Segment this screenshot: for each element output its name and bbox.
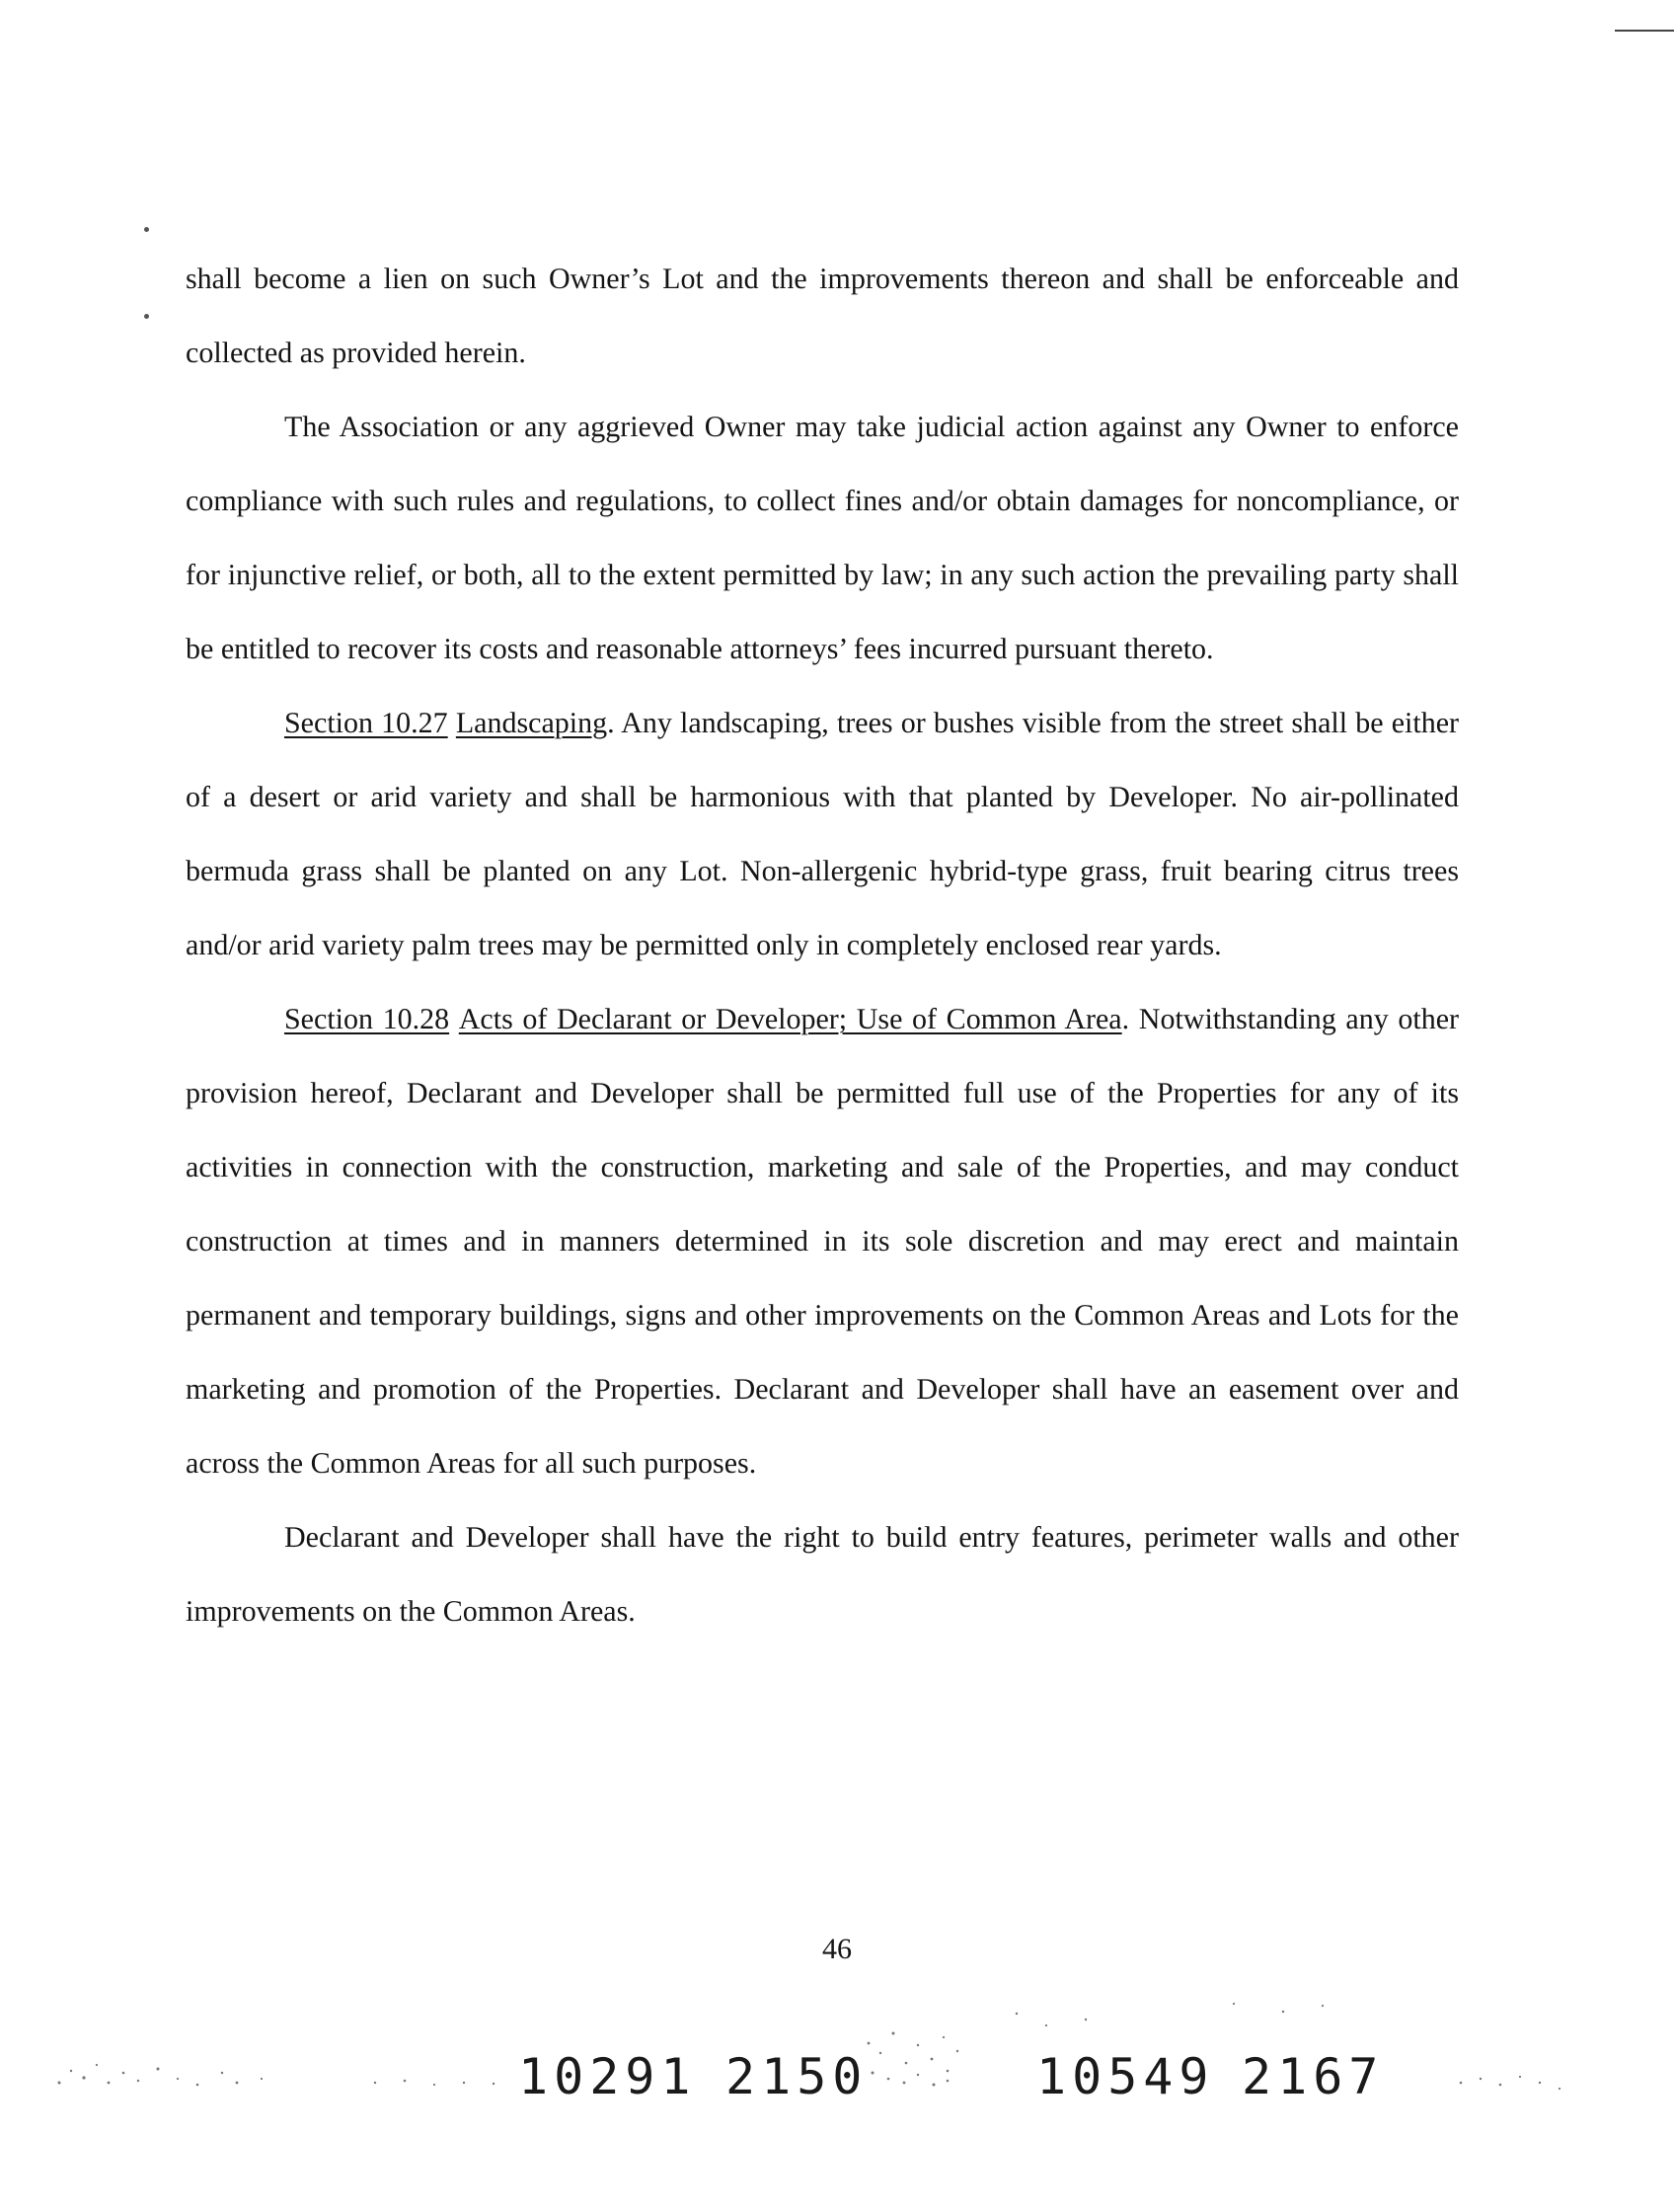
recording-stamp-page: 2150 [725,2048,869,2105]
section-number: Section 10.27 [284,707,448,739]
paragraph-continuation: shall become a lien on such Owner’s Lot and the improvements thereon and shall be enforceable and collected as provided herein. [186,263,1459,369]
section-body: . Any landscaping, trees or bushes visible from the street shall be either of a desert or arid variety and shall be harmonious with that planted by Developer. No air-pollinated bermuda grass shall be planted on any Lot. Non-allergenic hybrid-type grass, fruit bearing citrus trees and/or arid variety palm trees may be permitted only in completely enclosed rear yards. [186,707,1460,961]
section-body: . Notwithstanding any other provision hereof, Declarant and Developer shall be permitted full use of the Properties for any of its activities in connection with the construction, marketing and sale of the Properties, and may conduct construction at times and in manners determined in its sole discretion and may erect and maintain permanent and temporary buildings, signs and other improvements on the Common Areas and Lots for the marketing and promotion of the Properties. Declarant and Developer shall have an easement over and across the Common Areas for all such purposes. [186,1003,1459,1480]
scan-speck [144,227,149,232]
section-title: Acts of Declarant or Developer; Use of Common Area [458,1003,1122,1035]
paragraph-section-10-27 [186,686,1459,982]
recording-stamp-page-2: 2167 [1242,2048,1385,2105]
scan-edge-mark [1615,30,1674,32]
paragraph-entry-features: Declarant and Developer shall have the right to build entry features, perimeter walls and other improvements on the Common Areas. [186,1521,1459,1628]
paragraph-section-10-28 [186,982,1459,1500]
recording-stamp-book: 10291 [518,2048,697,2105]
paragraph-judicial-action: The Association or any aggrieved Owner may take judicial action against any Owner to enforce compliance with such rules and regulations, to collect fines and/or obtain damages for noncompliance, or for injunctive relief, or both, all to the extent permitted by law; in any such action the prevailing party shall be entitled to recover its costs and reasonable attorneys’ fees incurred pursuant thereto. [186,411,1459,665]
recording-stamp-book-2: 10549 [1036,2048,1215,2105]
page-number: 46 [822,1933,852,1965]
scan-noise [0,1935,1674,2093]
scan-speck [144,314,149,319]
section-number: Section 10.28 [284,1003,450,1035]
section-title: Landscaping [455,707,608,739]
document-body [186,242,1459,1648]
